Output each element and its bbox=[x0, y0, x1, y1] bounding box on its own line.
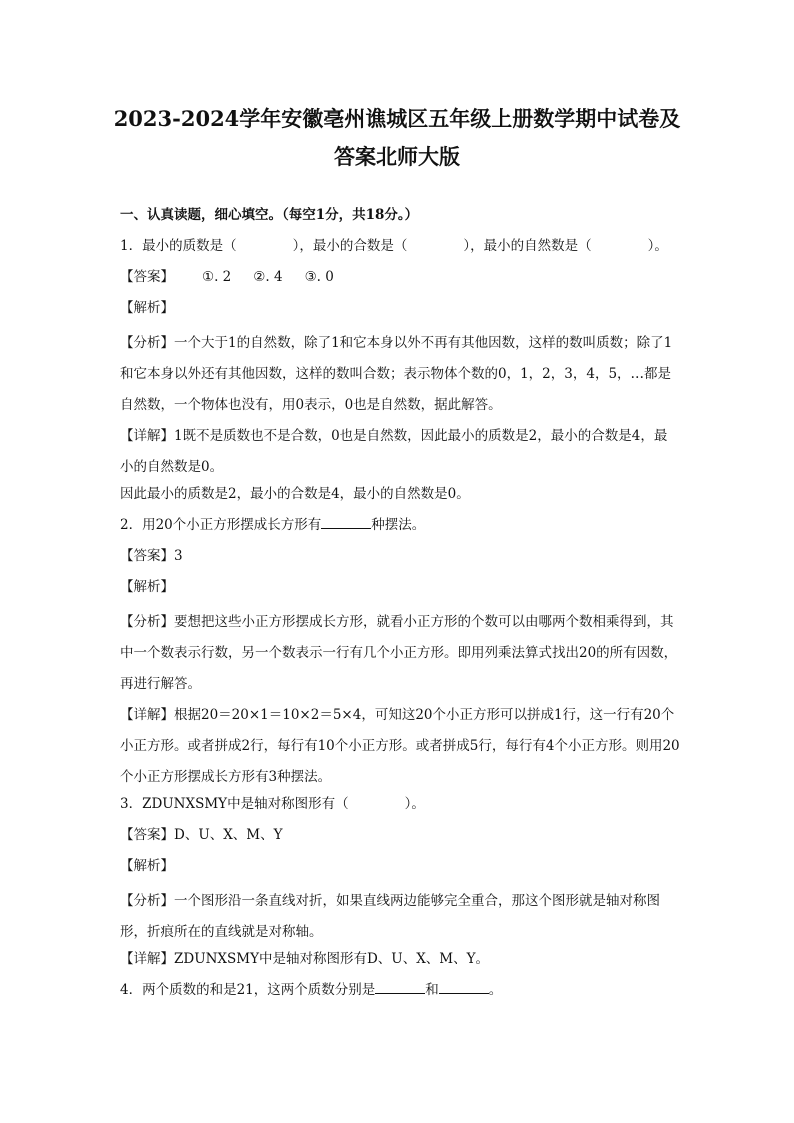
q3-text-1: 3．ZDUNXSMY中是轴对称图形有（ bbox=[120, 796, 349, 812]
q4-text-2: 和 bbox=[425, 982, 439, 998]
question-4 bbox=[120, 979, 680, 1010]
q4-text-3: 。 bbox=[488, 982, 503, 998]
q1-text-3: ），最小的自然数是（ bbox=[463, 238, 592, 254]
answer-tag: 【答案】 bbox=[120, 269, 174, 285]
q1-analysis-tag: 【解析】 bbox=[120, 300, 174, 316]
q1-answer bbox=[120, 266, 680, 297]
section-heading: 一、认真读题，细心填空。（每空1分，共18分。） bbox=[120, 207, 419, 223]
q4-text-1: 4．两个质数的和是21，这两个质数分别是 bbox=[120, 982, 376, 998]
q4-blank-1 bbox=[375, 981, 425, 994]
title-line-2: 答案北师大版 bbox=[334, 144, 460, 169]
q3-answer: 【答案】D、U、X、M、Y bbox=[120, 827, 283, 843]
q2-analysis: 【分析】要想把这些小正方形摆成长方形，就看小正方形的个数可以由哪两个数相乘得到，其中一个数表示行数，另一个数表示一行有几个小正方形。即用列乘法算式找出20的所有因数，再进行解答。 bbox=[120, 614, 678, 692]
q3-text-2: ）。 bbox=[404, 796, 425, 812]
q1-text-1: 1．最小的质数是（ bbox=[120, 238, 237, 254]
question-2 bbox=[120, 514, 680, 545]
q4-blank-2 bbox=[439, 981, 489, 994]
title-line-1: 2023-2024学年安徽亳州谯城区五年级上册数学期中试卷及 bbox=[113, 106, 681, 131]
q2-detail: 【详解】根据20＝20×1＝10×2＝5×4，可知这20个小正方形可以拼成1行，这一行有20个小正方形。或者拼成2行，每行有10个小正方形。或者拼成5行，每行有4个小正方形。则用20个小正方形摆成长方形有3种摆法。 bbox=[120, 707, 680, 785]
q3-detail: 【详解】ZDUNXSMY中是轴对称图形有D、U、X、M、Y。 bbox=[120, 951, 490, 967]
q2-text-2: 种摆法。 bbox=[371, 517, 426, 533]
q1-answer-2: ②. 4 bbox=[253, 269, 283, 285]
q1-conclusion: 因此最小的质数是2，最小的合数是4，最小的自然数是0。 bbox=[120, 486, 470, 502]
q2-answer: 【答案】3 bbox=[120, 548, 183, 564]
q2-blank bbox=[321, 516, 371, 529]
q3-analysis-tag: 【解析】 bbox=[120, 858, 174, 874]
q1-answer-1: ①. 2 bbox=[202, 269, 232, 285]
q1-text-2: ），最小的合数是（ bbox=[292, 238, 408, 254]
q1-text-4: ）。 bbox=[647, 238, 668, 254]
q2-analysis-tag: 【解析】 bbox=[120, 579, 174, 595]
q3-analysis: 【分析】一个图形沿一条直线对折，如果直线两边能够完全重合，那这个图形就是轴对称图形，折痕所在的直线就是对称轴。 bbox=[120, 893, 660, 940]
document-body bbox=[120, 204, 680, 1010]
question-1 bbox=[120, 235, 680, 266]
q1-answer-3: ③. 0 bbox=[304, 269, 334, 285]
q1-analysis: 【分析】一个大于1的自然数，除了1和它本身以外不再有其他因数，这样的数叫质数；除了1和它本身以外还有其他因数，这样的数叫合数；表示物体个数的0，1，2，3，4，5，…都是自然数，一个物体也没有，用0表示，0也是自然数，据此解答。 bbox=[120, 335, 673, 413]
q2-text-1: 2．用20个小正方形摆成长方形有 bbox=[120, 517, 322, 533]
document-title bbox=[100, 100, 694, 176]
q1-detail: 【详解】1既不是质数也不是合数，0也是自然数，因此最小的质数是2，最小的合数是4，最小的自然数是0。 bbox=[120, 428, 668, 475]
question-3 bbox=[120, 793, 680, 824]
